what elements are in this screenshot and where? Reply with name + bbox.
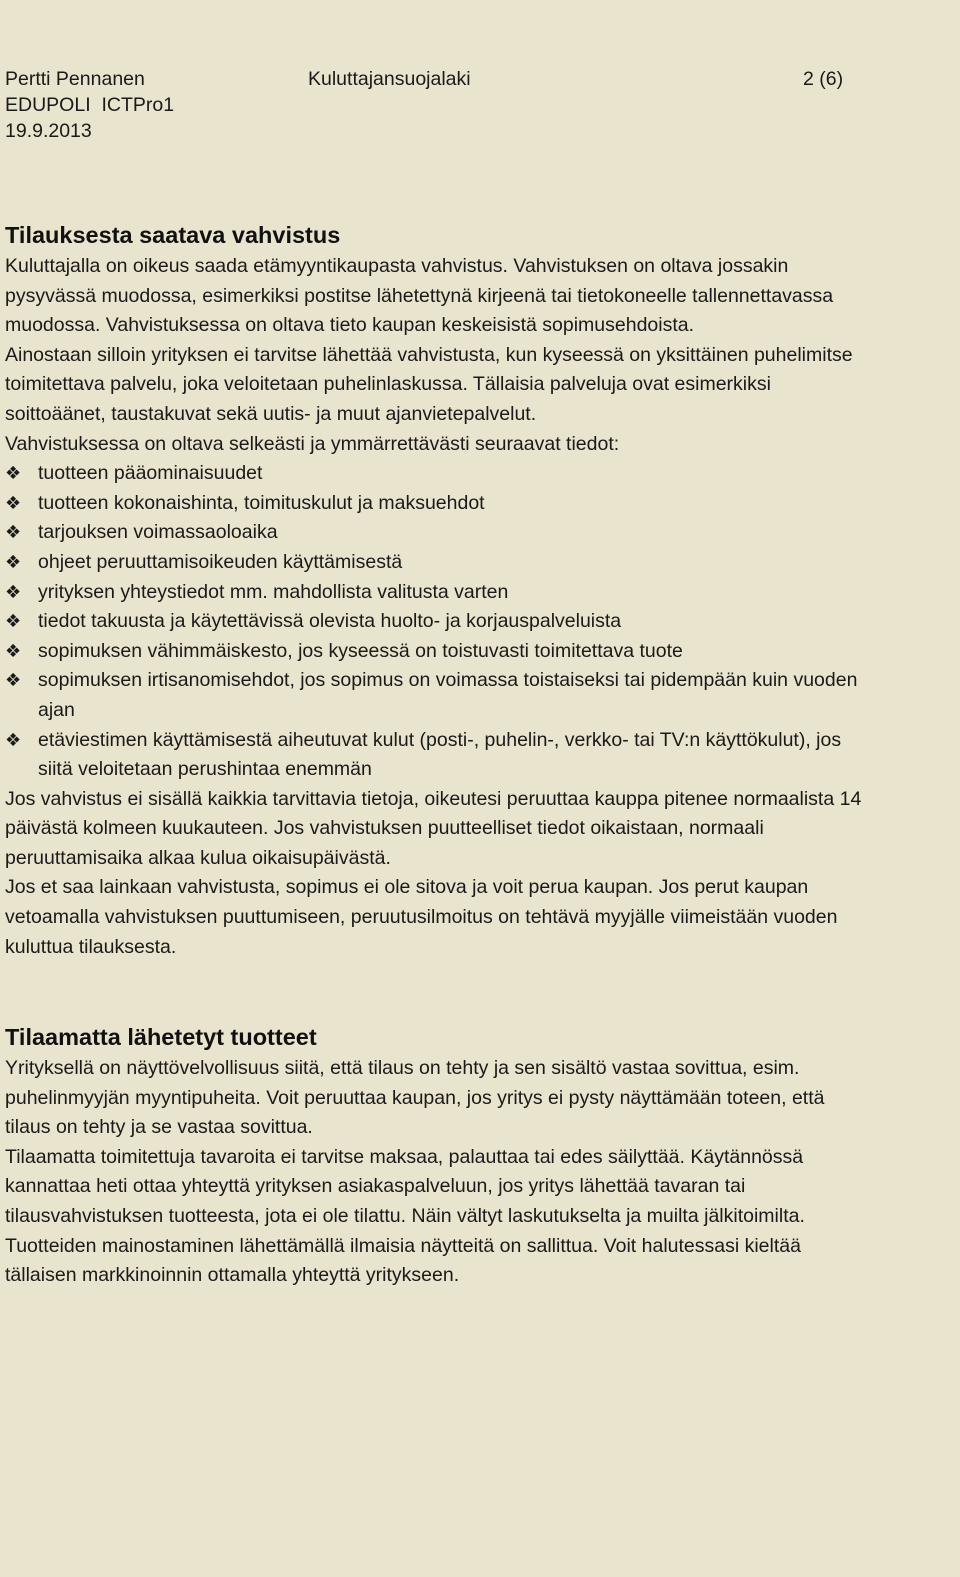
paragraph: Vahvistuksessa on oltava selkeästi ja ymmärrettävästi seuraavat tiedot:	[5, 432, 620, 455]
list-item	[5, 607, 858, 637]
list-item	[5, 637, 858, 667]
list-item	[5, 726, 858, 785]
list-item	[5, 578, 858, 608]
diamond-bullet-icon: ❖	[5, 581, 22, 602]
paragraph: Jos et saa lainkaan vahvistusta, sopimus ei ole sitova ja voit perua kaupan. Jos perut kaupan vetoamalla vahvistuksen puuttumiseen, peruutusilmoitus on tehtävä myyjälle viimeistään vuoden kuluttua tilauksesta.	[5, 876, 838, 958]
header-row-2	[5, 92, 955, 118]
section-heading: Tilauksesta saatava vahvistus	[5, 222, 341, 248]
header-organization: EDUPOLI ICTPro1	[5, 94, 175, 116]
list-item	[5, 459, 858, 489]
diamond-bullet-icon: ❖	[5, 611, 22, 632]
list-item	[5, 666, 858, 725]
list-item	[5, 489, 858, 519]
required-info-list	[5, 459, 865, 785]
diamond-bullet-icon: ❖	[5, 463, 22, 484]
list-item-text: etäviestimen käyttämisestä aiheutuvat kulut (posti-, puhelin-, verkko- tai TV:n käyttökulut), jos siitä veloitetaan perushintaa enemmän	[38, 728, 842, 781]
list-item	[5, 518, 858, 548]
paragraph: Kuluttajalla on oikeus saada etämyyntikaupasta vahvistus. Vahvistuksen on oltava jossakin pysyvässä muodossa, esimerkiksi postitse lähetettynä kirjeenä tai tietokoneelle tallennettavassa muodossa. Vahvistuksessa on oltava tieto kaupan keskeisistä sopimusehdoista.	[5, 255, 834, 337]
section-body	[5, 252, 865, 962]
paragraph: Jos vahvistus ei sisällä kaikkia tarvittavia tietoja, oikeutesi peruuttaa kauppa pitenee normaalista 14 päivästä kolmeen kuukauteen. Jos vahvistuksen puutteelliset tiedot oikaistaan, normaali peruuttamisaika alkaa kulua oikaisupäivästä.	[5, 787, 862, 869]
paragraph: Yrityksellä on näyttövelvollisuus siitä, että tilaus on tehty ja sen sisältö vastaa sovittua, esim. puhelinmyyjän myyntipuheita. Voit peruuttaa kaupan, jos yritys ei pysty näyttämään toteen, että tilaus on tehty ja se vastaa sovittua.	[5, 1057, 825, 1139]
header-date: 19.9.2013	[5, 120, 92, 142]
document-page	[5, 0, 955, 1577]
diamond-bullet-icon: ❖	[5, 492, 22, 513]
diamond-bullet-icon: ❖	[5, 670, 22, 691]
header-title: Kuluttajansuojalaki	[308, 68, 471, 90]
list-item	[5, 548, 858, 578]
diamond-bullet-icon: ❖	[5, 551, 22, 572]
section-body	[5, 1054, 865, 1291]
section-confirmation	[5, 219, 955, 962]
header-row-3	[5, 118, 955, 144]
list-item-text: tarjouksen voimassaoloaika	[38, 521, 278, 544]
list-item-text: yrityksen yhteystiedot mm. mahdollista valitusta varten	[38, 580, 509, 603]
page-header	[5, 66, 955, 144]
list-item-text: tuotteen kokonaishinta, toimituskulut ja maksuehdot	[38, 491, 485, 514]
diamond-bullet-icon: ❖	[5, 729, 22, 750]
list-item-text: ohjeet peruuttamisoikeuden käyttämisestä	[38, 550, 403, 573]
header-page-number: 2 (6)	[803, 68, 844, 90]
paragraph: Tuotteiden mainostaminen lähettämällä ilmaisia näytteitä on sallittua. Voit halutessasi kieltää tällaisen markkinoinnin ottamalla yhteyttä yritykseen.	[5, 1234, 801, 1287]
header-author: Pertti Pennanen	[5, 68, 145, 90]
list-item-text: sopimuksen vähimmäiskesto, jos kyseessä on toistuvasti toimitettava tuote	[38, 639, 683, 662]
section-heading: Tilaamatta lähetetyt tuotteet	[5, 1024, 317, 1050]
paragraph: Ainostaan silloin yrityksen ei tarvitse lähettää vahvistusta, kun kyseessä on yksittäinen puhelimitse toimitettava palvelu, joka veloitetaan puhelinlaskussa. Tällaisia palveluja ovat esimerkiksi soittoäänet, taustakuvat sekä uutis- ja muut ajanvietepalvelut.	[5, 343, 853, 425]
list-item-text: tuotteen pääominaisuudet	[38, 462, 263, 485]
header-row-1	[5, 66, 955, 92]
section-unsolicited-goods	[5, 1021, 955, 1291]
diamond-bullet-icon: ❖	[5, 522, 22, 543]
list-item-text: sopimuksen irtisanomisehdot, jos sopimus on voimassa toistaiseksi tai pidempään kuin vuoden ajan	[38, 669, 858, 721]
diamond-bullet-icon: ❖	[5, 640, 22, 661]
list-item-text: tiedot takuusta ja käytettävissä olevista huolto- ja korjauspalveluista	[38, 610, 622, 633]
paragraph: Tilaamatta toimitettuja tavaroita ei tarvitse maksaa, palauttaa tai edes säilyttää. Käytännössä kannattaa heti ottaa yhteyttä yrityksen asiakaspalveluun, jos yritys lähettää tavaran tai tilausvahvistuksen tuotteesta, jota ei ole tilattu. Näin vältyt laskutukselta ja muilta jälkitoimilta.	[5, 1145, 805, 1227]
